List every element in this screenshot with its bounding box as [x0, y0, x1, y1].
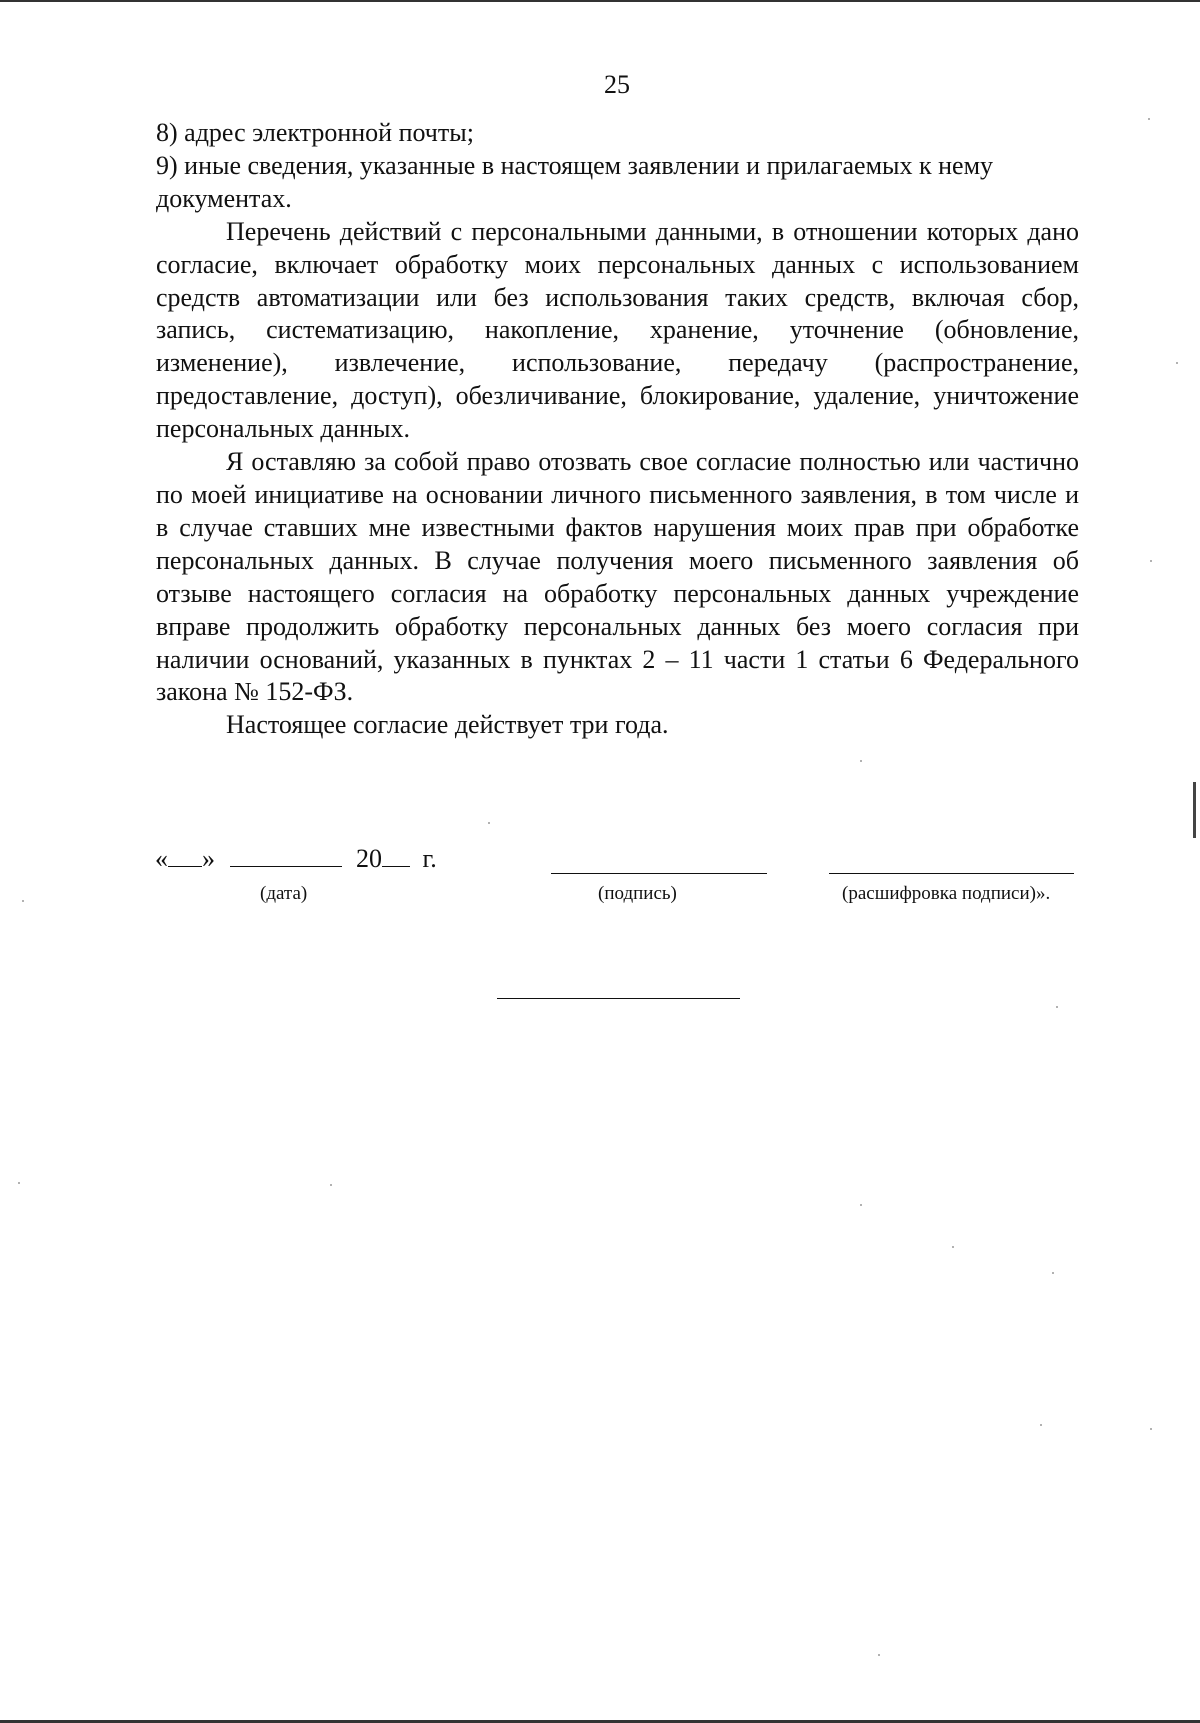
scan-speck — [1176, 362, 1178, 364]
scan-speck — [330, 1184, 332, 1186]
scan-speck — [488, 822, 490, 824]
year-suffix: г. — [422, 844, 437, 873]
date-quote-close: » — [202, 844, 215, 873]
scan-speck — [22, 900, 24, 902]
scan-edge-mark — [1193, 782, 1196, 838]
signature-decoding-line — [829, 873, 1074, 874]
signature-row — [0, 842, 1200, 878]
end-of-document-line — [497, 998, 740, 999]
date-line — [155, 842, 437, 875]
page-number: 25 — [604, 70, 630, 99]
paragraph-withdrawal-right: Я оставляю за собой право отозвать свое согласие полностью или частично по моей инициативе на основании личного письменного заявления, в том числе и в случае ставших мне известными фактов нарушения моих прав при обработке персональных данных. В случае получения моего письменного заявления об отзыве настоящего согласия на обработку персональных данных учреждение вправе продолжить обработку персональных данных без моего согласия при наличии оснований, указанных в пунктах 2 – 11 части 1 статьи 6 Федерального закона № 152-ФЗ. — [156, 447, 1079, 707]
signature-caption: (подпись) — [598, 883, 677, 904]
day-blank — [168, 842, 202, 867]
date-caption: (дата) — [260, 883, 308, 904]
month-blank — [230, 842, 342, 867]
date-quote-open: « — [155, 844, 168, 873]
year-blank — [382, 842, 410, 867]
scan-speck — [878, 1654, 880, 1656]
page-top-edge — [0, 0, 1200, 2]
scan-speck — [860, 1204, 862, 1206]
paragraph-validity: Настоящее согласие действует три года. — [226, 710, 669, 740]
scan-speck — [1052, 1272, 1054, 1274]
scan-speck — [1150, 1428, 1152, 1430]
scan-speck — [1040, 1424, 1042, 1426]
scan-speck — [1150, 560, 1152, 562]
signature-line — [551, 873, 767, 874]
scan-speck — [18, 1182, 20, 1184]
decoding-caption: (расшифровка подписи)». — [842, 883, 1051, 904]
scan-speck — [1056, 1006, 1058, 1008]
year-prefix: 20 — [356, 844, 382, 873]
scan-speck — [1148, 118, 1150, 120]
paragraph-actions-list: Перечень действий с персональными данными, в отношении которых дано согласие, включает обработку моих персональных данных с использованием средств автоматизации или без использования таких средств, включая сбор, запись, систематизацию, накопление, хранение, уточнение (обновление, изменение), извлечение, использование, передачу (распространение, предоставление, доступ), обезличивание, блокирование, удаление, уничтожение персональных данных. — [156, 216, 1079, 444]
scan-speck — [952, 1246, 954, 1248]
document-body — [156, 117, 1079, 742]
list-item-email: 8) адрес электронной почты; — [156, 118, 474, 147]
scan-speck — [860, 760, 862, 762]
list-item-other-info: 9) иные сведения, указанные в настоящем заявлении и прилагаемых к нему документах. — [156, 150, 994, 213]
